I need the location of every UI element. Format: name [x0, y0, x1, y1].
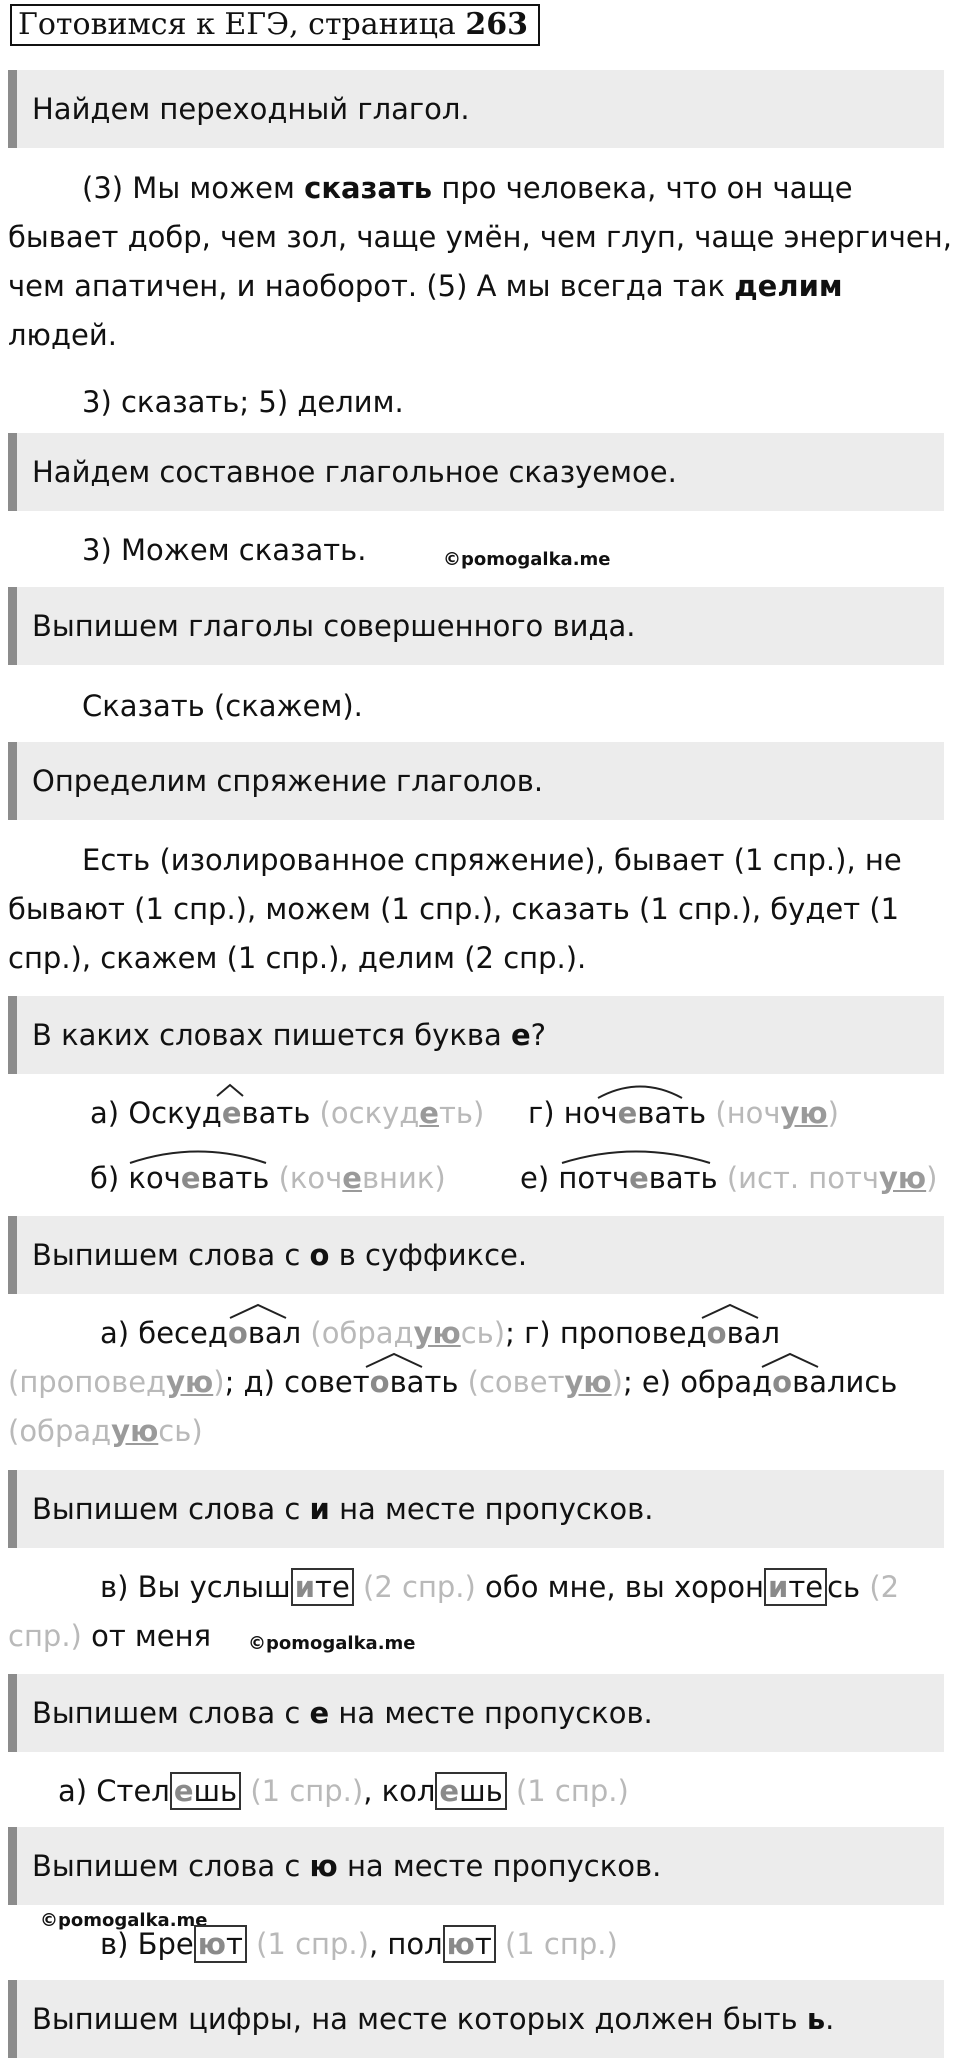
section-heading-transitive-verb: Найдем переходный глагол. [8, 70, 944, 148]
list-item: б) кочевать (кочевник) [90, 1161, 446, 1195]
text-line: а) Стел ешь (1 спр.), кол ешь (1 спр.) [58, 1774, 629, 1808]
section-heading-predicate: Найдем составное глагольное сказуемое. [8, 433, 944, 511]
suffix-arc-mark [560, 1148, 712, 1164]
section-heading-conjugation: Определим спряжение глаголов. [8, 742, 944, 820]
root-arc-mark [215, 1083, 245, 1097]
section-heading-letter-i: Выпишем слова с и на месте пропусков. [8, 1470, 944, 1548]
text-line: бывают (1 спр.), можем (1 спр.), сказать (1 спр.), будет (1 [8, 892, 900, 926]
section-heading-letter-e: В каких словах пишется буква е? [8, 996, 944, 1074]
text-line: в) Бре ют (1 спр.), пол ют (1 спр.) [100, 1927, 618, 1961]
answer-line: 3) сказать; 5) делим. [82, 385, 404, 419]
list-item: е) потчевать (ист. потчую) [520, 1161, 938, 1195]
text-line: людей. [8, 318, 117, 352]
suffix-arc-mark [700, 1303, 760, 1319]
suffix-arc-mark [228, 1303, 288, 1319]
text-line: в) Вы услыш ите (2 спр.) обо мне, вы хорон ите сь (2 [100, 1570, 900, 1604]
section-heading-soft-sign: Выпишем цифры, на месте которых должен быть ь. [8, 1980, 944, 2058]
text-line: спр.), скажем (1 спр.), делим (2 спр.). [8, 941, 587, 975]
watermark: ©pomogalka.me [443, 549, 611, 570]
text-line: Есть (изолированное спряжение), бывает (1 спр.), не [82, 843, 902, 877]
answer-line: 3) Можем сказать. [82, 533, 367, 567]
text-line: бывает добр, чем зол, чаще умён, чем глуп, чаще энергичен, [8, 220, 952, 254]
list-item: а) Оскудевать (оскудеть) [90, 1096, 485, 1130]
text-line: чем апатичен, и наоборот. (5) А мы всегда так делим [8, 269, 843, 303]
text-line: (3) Мы можем сказать про человека, что он чаще [82, 171, 853, 205]
section-heading-perfective: Выпишем глаголы совершенного вида. [8, 587, 944, 665]
suffix-arc-mark [760, 1352, 820, 1368]
page-title: Готовимся к ЕГЭ, страница 263 [10, 4, 540, 46]
suffix-arc-mark [596, 1083, 684, 1099]
suffix-arc-mark [128, 1148, 268, 1164]
section-heading-letter-e-gaps: Выпишем слова с е на месте пропусков. [8, 1674, 944, 1752]
text-line: (проповедую); д) советовать (советую); е) обрадовались [8, 1365, 898, 1399]
page-number: 263 [465, 7, 528, 42]
suffix-arc-mark [364, 1352, 424, 1368]
watermark: ©pomogalka.me [40, 1910, 208, 1931]
text-line: а) беседовал (обрадуюсь); г) проповедовал [100, 1316, 780, 1350]
section-heading-letter-o: Выпишем слова с о в суффиксе. [8, 1216, 944, 1294]
text-line: спр.) от меня [8, 1619, 212, 1653]
text-line: (обрадуюсь) [8, 1414, 203, 1448]
list-item: г) ночевать (ночую) [528, 1096, 839, 1130]
section-heading-letter-yu: Выпишем слова с ю на месте пропусков. [8, 1827, 944, 1905]
answer-line: Сказать (скажем). [82, 689, 363, 723]
watermark: ©pomogalka.me [248, 1633, 416, 1654]
